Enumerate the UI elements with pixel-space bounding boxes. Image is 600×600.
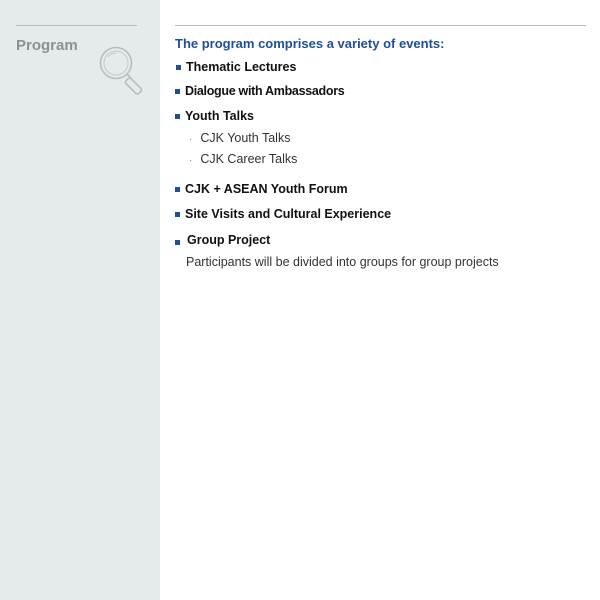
- event-item-youth-talks: Youth Talks: [185, 109, 254, 123]
- group-project-note: Participants will be divided into groups for group projects: [186, 255, 499, 269]
- bullet-icon: [175, 114, 180, 119]
- sub-item-cjk-career-talks: · CJK Career Talks: [189, 152, 298, 166]
- sub-item-cjk-youth-talks: · CJK Youth Talks: [189, 131, 291, 145]
- sub-bullet-icon: ·: [189, 155, 193, 166]
- magnifier-icon: [96, 44, 148, 98]
- event-item-group-project: Group Project: [187, 233, 271, 247]
- bullet-icon: [175, 187, 180, 192]
- sidebar-divider: [16, 25, 137, 26]
- event-item-asean-forum: CJK + ASEAN Youth Forum: [185, 182, 348, 196]
- sub-bullet-icon: ·: [189, 134, 193, 145]
- content-divider: [175, 25, 586, 26]
- bullet-icon: [175, 240, 180, 245]
- event-item-thematic-lectures: Thematic Lectures: [186, 60, 297, 74]
- bullet-icon: [175, 212, 180, 217]
- bullet-icon: [176, 65, 181, 70]
- sidebar-title: Program: [16, 37, 78, 54]
- bullet-icon: [175, 89, 180, 94]
- intro-heading: The program comprises a variety of events:: [175, 36, 445, 51]
- sidebar: [0, 0, 160, 600]
- event-item-site-visits: Site Visits and Cultural Experience: [185, 207, 392, 221]
- event-item-dialogue-ambassadors: Dialogue with Ambassadors: [185, 84, 345, 98]
